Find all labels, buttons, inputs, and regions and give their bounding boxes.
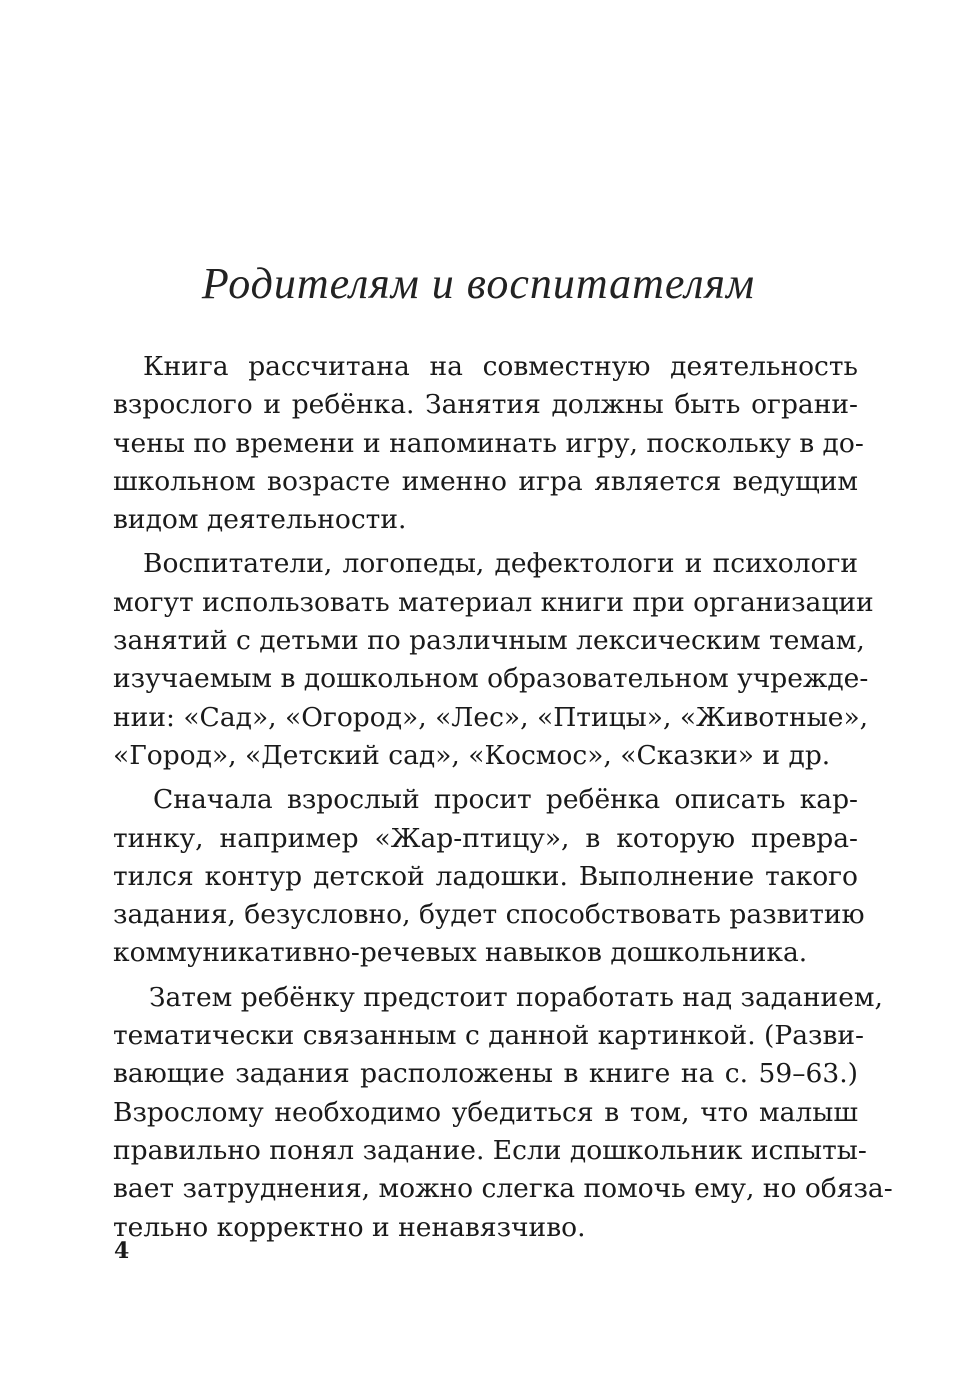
text-line: взрослого и ребёнка. Занятия должны быть ограни- — [113, 389, 858, 421]
text-line: коммуникативно-речевых навыков дошкольника. — [113, 937, 808, 969]
body-text — [113, 348, 893, 1247]
text-line: нии: «Сад», «Огород», «Лес», «Птицы», «Животные», — [113, 701, 869, 733]
text-line: «Город», «Детский сад», «Космос», «Сказки» и др. — [113, 739, 831, 771]
text-line: Сначала взрослый просит ребёнка описать кар- — [153, 784, 858, 816]
text-line: Затем ребёнку предстоит поработать над заданием, — [149, 981, 883, 1013]
text-line: изучаемым в дошкольном образовательном учрежде- — [113, 663, 869, 695]
paragraph-1 — [113, 348, 864, 539]
paragraph-4 — [113, 979, 893, 1247]
page-heading: Родителям и воспитателям — [201, 259, 756, 308]
text-line: могут использовать материал книги при организации — [113, 586, 874, 618]
text-line: тематически связанным с данной картинкой. (Разви- — [113, 1020, 864, 1052]
text-line: тился контур детской ладошки. Выполнение такого — [113, 860, 858, 892]
text-line: чены по времени и напоминать игру, поскольку в до- — [113, 427, 864, 459]
text-line: Книга рассчитана на совместную деятельность — [143, 351, 858, 382]
text-line: школьном возрасте именно игра является ведущим — [113, 465, 858, 497]
text-line: вающие задания расположены в книге на с. 59–63.) — [113, 1058, 858, 1090]
text-line: Взрослому необходимо убедиться в том, что малыш — [113, 1096, 858, 1128]
text-line: вает затруднения, можно слегка помочь ему, но обяза- — [113, 1173, 893, 1205]
text-line: тинку, например «Жар-птицу», в которую превра- — [113, 822, 858, 854]
text-line: правильно понял задание. Если дошкольник испыты- — [113, 1134, 867, 1166]
paragraph-2 — [113, 545, 874, 775]
text-line: тельно корректно и ненавязчиво. — [113, 1211, 586, 1243]
page-number: 4 — [114, 1238, 130, 1264]
paragraph-3 — [113, 781, 865, 972]
text-line: занятий с детьми по различным лексическим темам, — [113, 625, 865, 657]
text-line: Воспитатели, логопеды, дефектологи и психологи — [143, 548, 858, 580]
text-line: задания, безусловно, будет способствовать развитию — [113, 899, 865, 931]
text-line: видом деятельности. — [113, 504, 407, 536]
